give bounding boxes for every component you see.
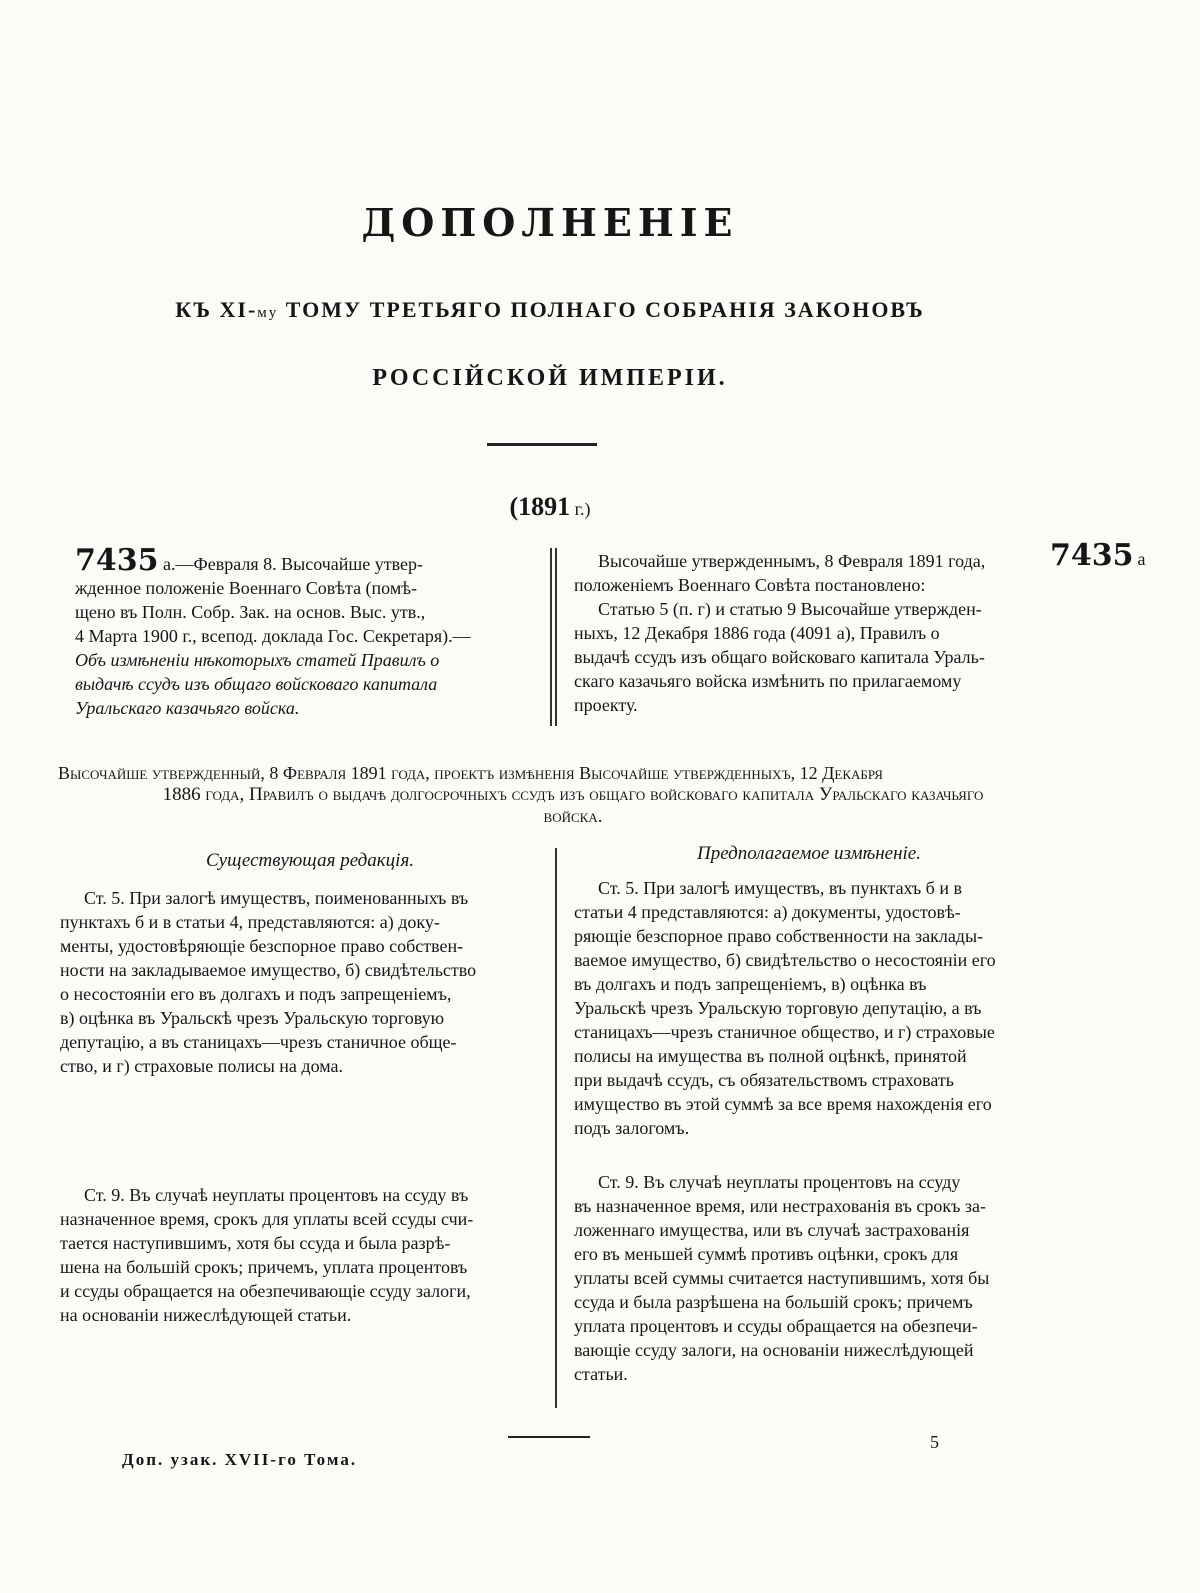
right-article-5 [574, 876, 1046, 1140]
entry-italic-line-1: Объ измѣненіи нѣкоторыхъ статей Правилъ о [75, 650, 440, 670]
document-title: ДОПОЛНЕНІЕ [361, 200, 739, 245]
entry-number-right-value: 7435 [1050, 538, 1134, 573]
right-st9-line: уплата процентовъ и ссуды обращается на обезпечи- [574, 1316, 978, 1336]
left-st5-line: в) оцѣнка въ Уральскѣ чрезъ Уральскую торговую [60, 1008, 445, 1028]
entry-right-first: Высочайше утвержденнымъ, 8 Февраля 1891 года, [598, 551, 986, 571]
right-st5-line: имущество въ этой суммѣ за все время нахожденія его [574, 1094, 992, 1114]
right-st9-line: Ст. 9. Въ случаѣ неуплаты процентовъ на ссуду [598, 1172, 961, 1192]
left-st9-line: Ст. 9. Въ случаѣ неуплаты процентовъ на ссуду въ [84, 1185, 469, 1205]
right-column-heading: Предполагаемое измѣненіе. [696, 843, 921, 864]
entry-left-line-3: щено въ Полн. Собр. Зак. на основ. Выс. утв., [75, 602, 426, 622]
left-st5-line: ство, и г) страховые полисы на дома. [60, 1056, 343, 1076]
entry-right-body-5: проекту. [574, 695, 638, 715]
left-st5-line: пунктахъ б и в статьи 4, представляются: а) доку- [60, 912, 440, 932]
subtitle-part-small: му [257, 305, 279, 321]
right-st5-line: при выдачѣ ссудъ, съ обязательствомъ страховать [574, 1070, 954, 1090]
right-st9-line: въ назначенное время, или нестрахованія въ срокъ за- [574, 1196, 987, 1216]
right-st9-line: уплаты всей суммы считается наступившимъ, хотя бы [574, 1268, 990, 1288]
right-article-9 [574, 1170, 1046, 1386]
footer-reference: Доп. узак. XVII-го Тома. [122, 1450, 358, 1469]
entry-italic-line-3: Уральскаго казачьяго войска. [75, 698, 300, 718]
project-heading [58, 762, 1088, 828]
subtitle-line-2: РОССІЙСКОЙ ИМПЕРІИ. [372, 365, 728, 391]
entry-right-body-2: ныхъ, 12 Декабря 1886 года (4091 а), Правилъ о [574, 623, 940, 643]
right-st5-line: полисы на имущества въ полной оцѣнкѣ, принятой [574, 1046, 967, 1066]
project-heading-line-3: войска. [543, 806, 603, 827]
left-st9-line: тается наступившимъ, хотя бы ссуда и была разрѣ- [60, 1233, 451, 1253]
left-st5-line: ности на закладываемое имущество, б) свидѣтельство [60, 960, 477, 980]
entry-left [75, 543, 545, 720]
year-suffix: г.) [570, 499, 591, 519]
entry-right-body-4: скаго казачьяго войска измѣнить по прилагаемому [574, 671, 962, 691]
entry-left-line-1 [75, 543, 545, 578]
left-article-9 [60, 1183, 542, 1327]
entry-left-line-4: 4 Марта 1900 г., всепод. доклада Гос. Секретаря).— [75, 626, 471, 646]
subtitle-line-1 [0, 297, 1100, 323]
right-st9-line: его въ меньшей суммѣ противъ оцѣнки, срокъ для [574, 1244, 959, 1264]
entry-left-text-1: а.—Февраля 8. Высочайше утвер- [163, 554, 423, 574]
left-st9-line: на основаніи нижеслѣдующей статьи. [60, 1305, 352, 1325]
footer-rule [508, 1436, 590, 1438]
entry-italic-line-2: выдачѣ ссудъ изъ общаго войсковаго капитала [75, 674, 438, 694]
project-heading-line-1: Высочайше утвержденный, 8 Февраля 1891 года, проектъ измѣненія Высочайше утвержденныхъ, 12 Декабря [58, 763, 883, 783]
entry-number-right-suffix: а [1137, 549, 1146, 569]
right-st9-line: статьи. [574, 1364, 628, 1384]
left-st9-line: и ссуды обращается на обезпечивающіе ссуду залоги, [60, 1281, 471, 1301]
year-heading [0, 492, 1100, 522]
right-st5-line: ряющіе безспорное право собственности на заклады- [574, 926, 984, 946]
right-st5-line: Ст. 5. При залогѣ имуществъ, въ пунктахъ б и в [598, 878, 962, 898]
title-rule [487, 443, 597, 446]
entry-left-line-2: жденное положеніе Военнаго Совѣта (помѣ- [75, 578, 417, 598]
column-divider [555, 848, 557, 1408]
right-st5-line: ваемое имущество, б) свидѣтельство о несостояніи его [574, 950, 996, 970]
page-number: 5 [930, 1432, 939, 1452]
left-st5-line: о несостояніи его въ долгахъ и подъ запрещеніемъ, [60, 984, 452, 1004]
left-st5-line: депутацію, а въ станицахъ—чрезъ станичное обще- [60, 1032, 457, 1052]
entry-number-right [1050, 538, 1146, 573]
subtitle-part-2: ТОМУ ТРЕТЬЯГО ПОЛНАГО СОБРАНІЯ ЗАКОНОВЪ [278, 297, 925, 322]
entry-divider-2 [555, 548, 557, 726]
right-st9-line: ссуда и была разрѣшена на большій срокъ; причемъ [574, 1292, 973, 1312]
entry-right-body-3: выдачѣ ссудъ изъ общаго войсковаго капитала Ураль- [574, 647, 985, 667]
entry-right-second: положеніемъ Военнаго Совѣта постановлено: [574, 575, 926, 595]
right-st5-line: статьи 4 представляются: а) документы, удостовѣ- [574, 902, 961, 922]
right-st9-line: ложеннаго имущества, или въ случаѣ застрахованія [574, 1220, 970, 1240]
right-st5-line: въ долгахъ и подъ запрещеніемъ, в) оцѣнка въ [574, 974, 927, 994]
right-st5-line: Уральскѣ чрезъ Уральскую торговую депутацію, а въ [574, 998, 982, 1018]
right-st9-line: вающіе ссуду залоги, на основаніи нижеслѣдующей [574, 1340, 974, 1360]
left-st5-line: менты, удостовѣряющіе безспорное право собствен- [60, 936, 464, 956]
right-st5-line: подъ залогомъ. [574, 1118, 690, 1138]
entry-divider-1 [550, 548, 552, 726]
left-column-heading: Существующая редакція. [205, 850, 415, 871]
subtitle-part-1: КЪ XI- [175, 297, 258, 322]
left-st5-line: Ст. 5. При залогѣ имуществъ, поименованныхъ въ [84, 888, 469, 908]
entry-right-body-1: Статью 5 (п. г) и статью 9 Высочайше утвержден- [598, 599, 982, 619]
left-article-5 [60, 886, 542, 1078]
year-number: (1891 [509, 492, 571, 521]
entry-right [574, 549, 1044, 717]
project-heading-line-2: 1886 года, Правилъ о выдачѣ долгосрочныхъ ссудъ изъ общаго войсковаго капитала Уральскаго казачьяго [162, 784, 984, 805]
left-st9-line: шена на большій срокъ; причемъ, уплата процентовъ [60, 1257, 468, 1277]
entry-number: 7435 [75, 543, 159, 578]
right-st5-line: станицахъ—чрезъ станичное общество, и г) страховые [574, 1022, 995, 1042]
left-st9-line: назначенное время, срокъ для уплаты всей ссуды счи- [60, 1209, 474, 1229]
